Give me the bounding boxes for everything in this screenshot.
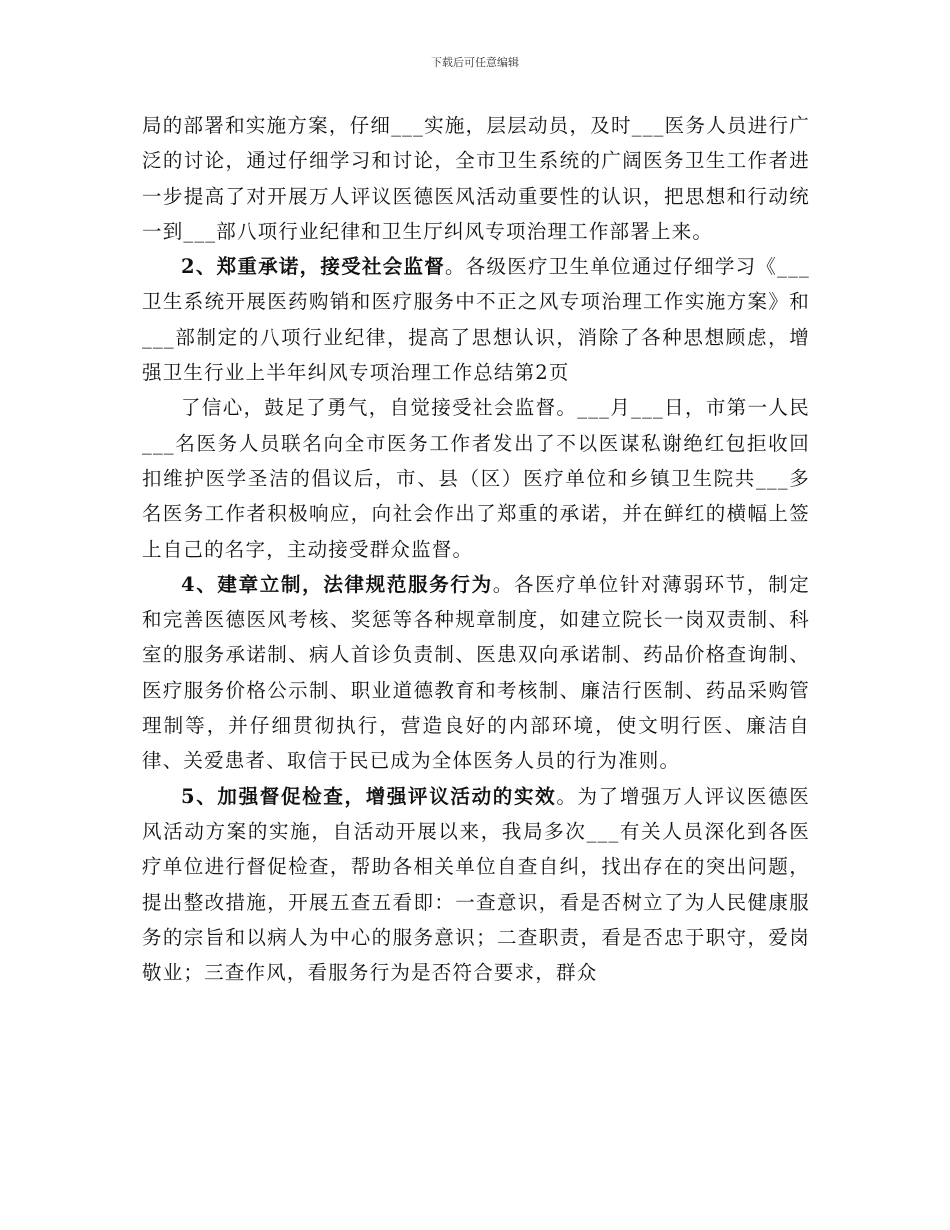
document-body	[142, 108, 810, 990]
paragraph-text: 局的部署和实施方案，仔细___实施，层层动员，及时___医务人员进行广泛的讨论，通过仔细学习和讨论，全市卫生系统的广阔医务卫生工作者进一步提高了对开展万人评议医德医风活动重要性的认识，把思想和行动统一到___部八项行业纪律和卫生厅纠风专项治理工作部署上来。	[142, 114, 810, 243]
paragraph-confidence	[142, 390, 810, 566]
paragraph-text: 了信心，鼓足了勇气，自觉接受社会监督。___月___日，市第一人民___名医务人员联名向全市医务工作者发出了不以医谋私谢绝红包拒收回扣维护医学圣洁的倡议后，市、县（区）医疗单位和乡镇卫生院共___多名医务工作者积极响应，向社会作出了郑重的承诺，并在鲜红的横幅上签上自己的名字，主动接受群众监督。	[142, 396, 810, 561]
paragraph-continuation	[142, 108, 810, 249]
paragraph-text: 。各医疗单位针对薄弱环节，制定和完善医德医风考核、奖惩等各种规章制度，如建立院长一岗双责制、科室的服务承诺制、病人首诊负责制、医患双向承诺制、药品价格查询制、医疗服务价格公示制、职业道德教育和考核制、廉洁行医制、药品采购管理制等，并仔细贯彻执行，营造良好的内部环境，使文明行医、廉洁自律、关爱患者、取信于民已成为全体医务人员的行为准则。	[142, 572, 810, 773]
paragraph-inspection	[142, 779, 810, 991]
paragraph-heading: 2、郑重承诺，接受社会监督	[181, 255, 445, 279]
paragraph-heading: 5、加强督促检查，增强评议活动的实效	[181, 784, 557, 808]
paragraph-text: 。为了增强万人评议医德医风活动方案的实施，自活动开展以来，我局多次___有关人员深化到各医疗单位进行督促检查，帮助各相关单位自查自纠，找出存在的突出问题，提出整改措施，开展五查五看即：一查意识，看是否树立了为人民健康服务的宗旨和以病人为中心的服务意识；二查职责，看是否忠于职守，爱岗敬业；三查作风，看服务行为是否符合要求，群众	[142, 784, 810, 985]
paragraph-heading: 4、建章立制，法律规范服务行为	[181, 572, 493, 596]
page-header: 下载后可任意编辑	[431, 56, 519, 69]
paragraph-regulations	[142, 567, 810, 779]
paragraph-text: 。各级医疗卫生单位通过仔细学习《___卫生系统开展医药购销和医疗服务中不正之风专项治理工作实施方案》和___部制定的八项行业纪律，提高了思想认识，消除了各种思想顾虑，增强卫生行业上半年纠风专项治理工作总结第2页	[142, 255, 810, 385]
paragraph-commitment	[142, 249, 810, 390]
